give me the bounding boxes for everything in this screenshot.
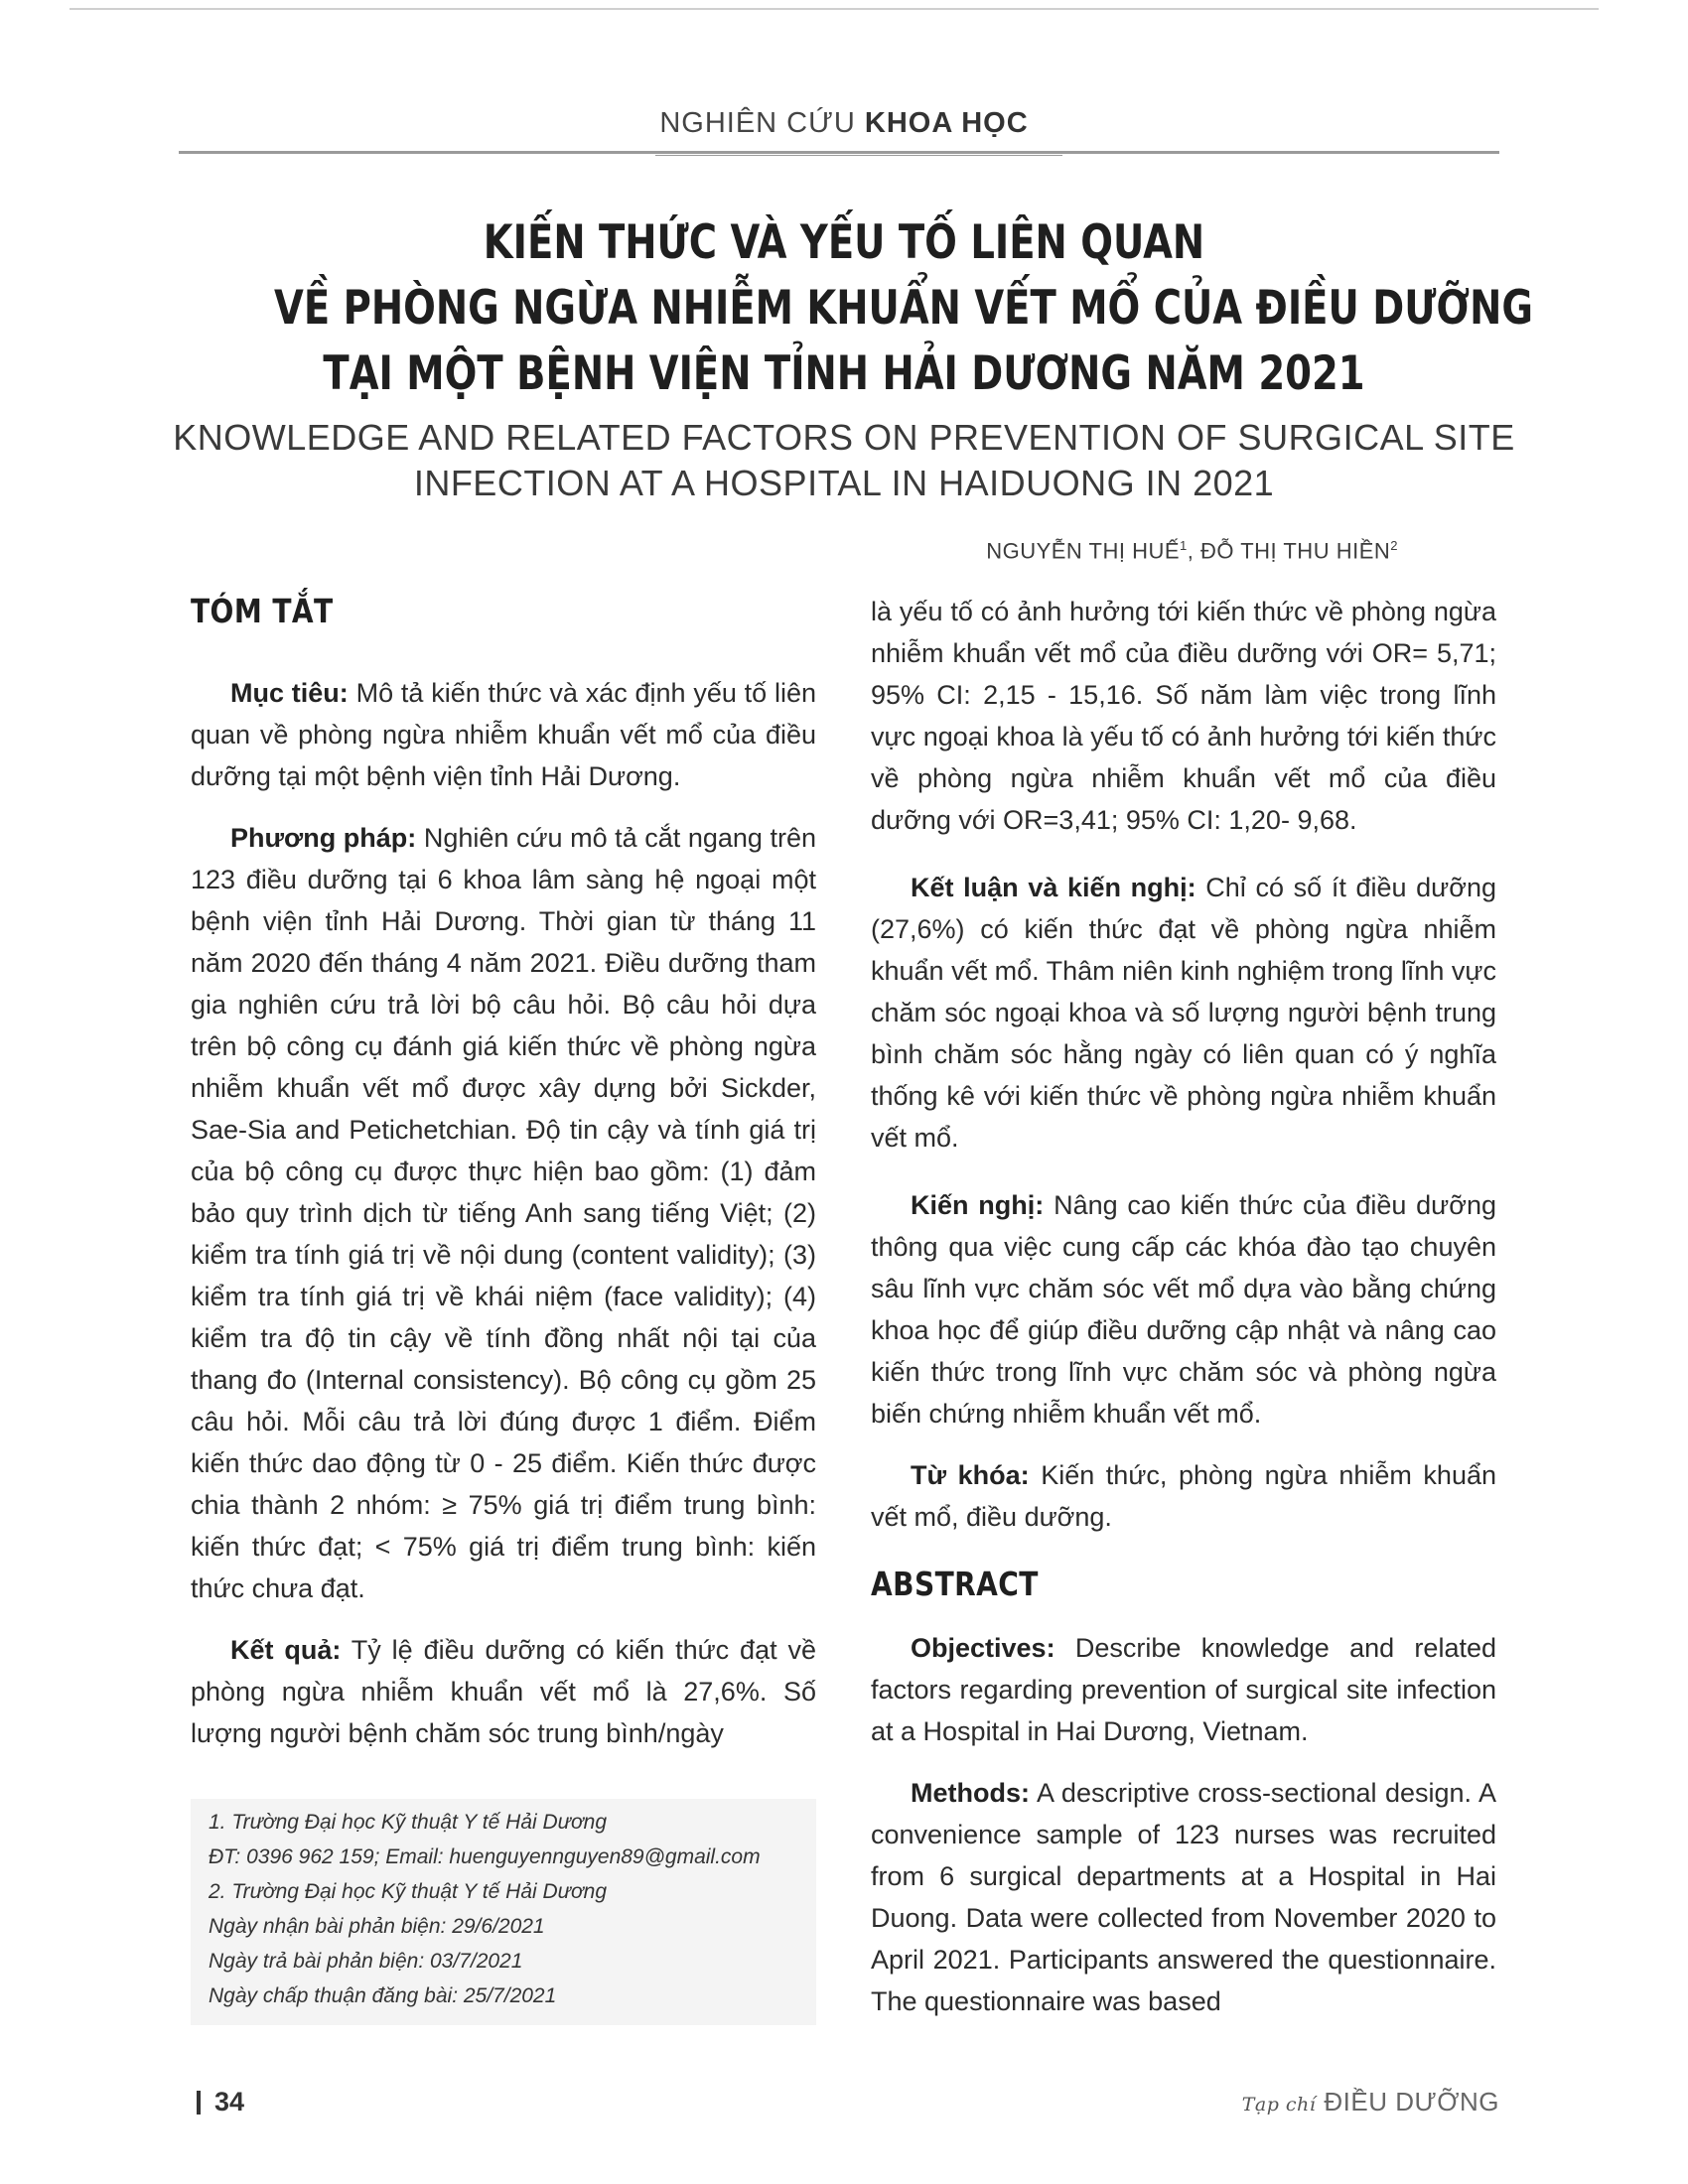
author-2: ĐỖ THỊ THU HIỀN [1200, 538, 1391, 564]
right-column [871, 591, 1496, 2022]
journal-title: ĐIỀU DƯỠNG [1324, 2087, 1499, 2116]
objective-text: Mô tả kiến thức và xác định yếu tố liên quan về phòng ngừa nhiễm khuẩn vết mổ của điều dưỡng tại một bệnh viện tỉnh Hải Dương. [191, 678, 817, 791]
result-paragraph [191, 1629, 816, 1754]
recommend-label: Kiến nghị: [911, 1190, 1045, 1220]
objective-label: Mục tiêu: [230, 678, 349, 708]
section-divider [179, 151, 1499, 154]
top-rule [70, 8, 1599, 10]
title-english [149, 415, 1539, 506]
conclusion-text: Chỉ có số ít điều dưỡng (27,6%) có kiến thức đạt về phòng ngừa nhiễm khuẩn vết mổ. Thâm niên kinh nghiệm trong lĩnh vực chăm sóc ngoại khoa và số lượng người bệnh trung bình chăm sóc hằng ngày có liên quan có ý nghĩa thống kê với kiến thức về phòng ngừa nhiễm khuẩn vết mổ. [871, 873, 1496, 1153]
section-bold: KHOA HỌC [864, 107, 1029, 139]
authors [986, 538, 1398, 564]
left-column [191, 591, 816, 1754]
keywords-text: Kiến thức, phòng ngừa nhiễm khuẩn vết mổ, điều dưỡng. [871, 1460, 1496, 1532]
methods-label: Methods: [911, 1778, 1030, 1808]
footnote: 1. Trường Đại học Kỹ thuật Y tế Hải Dương [209, 1811, 608, 1834]
footnote: Ngày nhận bài phản biện: 29/6/2021 [209, 1915, 545, 1938]
page-number [197, 2087, 244, 2117]
title-vn-line: TẠI MỘT BỆNH VIỆN TỈNH HẢI DƯƠNG NĂM 2021 [323, 346, 1365, 401]
result-text: Tỷ lệ điều dưỡng có kiến thức đạt về phòng ngừa nhiễm khuẩn vết mổ là 27,6%. Số lượng người bệnh chăm sóc trung bình/ngày [191, 1635, 816, 1748]
abstract-heading: ABSTRACT [871, 1565, 1039, 1603]
objectives-label: Objectives: [911, 1633, 1055, 1663]
keywords-paragraph [871, 1454, 1496, 1538]
result-continued: là yếu tố có ảnh hưởng tới kiến thức về phòng ngừa nhiễm khuẩn vết mổ của điều dưỡng với OR= 5,71; 95% CI: 2,15 - 15,16. Số năm làm việc trong lĩnh vực ngoại khoa là yếu tố có ảnh hưởng tới kiến thức về phòng ngừa nhiễm khuẩn vết mổ của điều dưỡng với OR=3,41; 95% CI: 1,20- 9,68. [871, 597, 1496, 835]
method-text: Nghiên cứu mô tả cắt ngang trên 123 điều dưỡng tại 6 khoa lâm sàng hệ ngoại một bệnh viện tỉnh Hải Dương. Thời gian từ tháng 11 năm 2020 đến tháng 4 năm 2021. Điều dưỡng tham gia nghiên cứu trả lời bộ câu hỏi. Bộ câu hỏi dựa trên bộ công cụ đánh giá kiến thức về phòng ngừa nhiễm khuẩn vết mổ được xây dựng bởi Sickder, Sae-Sia and Petichetchian. Độ tin cậy và tính giá trị của bộ công cụ được thực hiện bao gồm: (1) đảm bảo quy trình dịch từ tiếng Anh sang tiếng Việt; (2) kiểm tra tính giá trị về nội dung (content validity); (3) kiểm tra tính giá trị về khái niệm (face validity); (4) kiểm tra độ tin cậy về tính đồng nhất nội tại của thang đo (Internal consistency). Bộ công cụ gồm 25 câu hỏi. Mỗi câu trả lời đúng được 1 điểm. Điểm kiến thức dao động từ 0 - 25 điểm. Kiến thức được chia thành 2 nhóm: ≥ 75% giá trị điểm trung bình: kiến thức đạt; < 75% giá trị điểm trung bình: kiến thức chưa đạt. [191, 823, 816, 1603]
footnote: Ngày chấp thuận đăng bài: 25/7/2021 [209, 1984, 557, 2007]
section-label [0, 107, 1688, 140]
recommend-text: Nâng cao kiến thức của điều dưỡng thông qua việc cung cấp các khóa đào tạo chuyên sâu lĩnh vực chăm sóc vết mổ dựa vào bằng chứng khoa học để giúp điều dưỡng cập nhật và nâng cao kiến thức trong lĩnh vực chăm sóc và phòng ngừa biến chứng nhiễm khuẩn vết mổ. [871, 1190, 1496, 1429]
recommend-paragraph [871, 1184, 1496, 1434]
objective-paragraph [191, 672, 816, 797]
methods-text: A descriptive cross-sectional design. A convenience sample of 123 nurses was recruited from 6 surgical departments at a Hospital in Hai Duong. Data were collected from November 2020 to April 2021. Participants answered the questionnaire. The questionnaire was based [871, 1778, 1496, 2016]
author-1-affiliation: 1 [1180, 538, 1188, 553]
author-separator: , [1187, 538, 1200, 564]
author-2-affiliation: 2 [1390, 538, 1398, 553]
footnote: ĐT: 0396 962 159; Email: huenguyennguyen89@gmail.com [209, 1845, 761, 1868]
page-number-value: 34 [214, 2087, 245, 2116]
title-vn-line: VỀ PHÒNG NGỪA NHIỄM KHUẨN VẾT MỔ CỦA ĐIỀU DƯỠNG [274, 281, 1533, 336]
objectives-paragraph [871, 1627, 1496, 1752]
objectives-text: Describe knowledge and related factors regarding prevention of surgical site infection at a Hospital in Hai Dương, Vietnam. [871, 1633, 1496, 1746]
author-1: NGUYỄN THỊ HUẾ [986, 538, 1181, 564]
conclusion-label: Kết luận và kiến nghị: [911, 873, 1196, 902]
section-divider-inner [655, 155, 1062, 156]
methods-paragraph [871, 1772, 1496, 2022]
title-vietnamese [274, 210, 1533, 407]
method-paragraph [191, 817, 816, 1609]
footnote: 2. Trường Đại học Kỹ thuật Y tế Hải Dương [209, 1880, 608, 1903]
summary-heading: TÓM TẮT [191, 592, 334, 630]
result-label: Kết quả: [230, 1635, 342, 1665]
method-label: Phương pháp: [230, 823, 417, 853]
title-en-line: KNOWLEDGE AND RELATED FACTORS ON PREVENTION OF SURGICAL SITE [173, 417, 1515, 458]
journal-prefix: Tạp chí [1241, 2094, 1317, 2116]
footnotes [191, 1799, 816, 2025]
title-vn-line: KIẾN THỨC VÀ YẾU TỐ LIÊN QUAN [483, 215, 1205, 270]
journal-name [1242, 2087, 1499, 2117]
title-en-line: INFECTION AT A HOSPITAL IN HAIDUONG IN 2021 [413, 463, 1275, 503]
keywords-label: Từ khóa: [911, 1460, 1030, 1490]
footnote: Ngày trả bài phản biện: 03/7/2021 [209, 1950, 523, 1973]
section-prefix: NGHIÊN CỨU [659, 107, 856, 139]
conclusion-paragraph [871, 867, 1496, 1159]
